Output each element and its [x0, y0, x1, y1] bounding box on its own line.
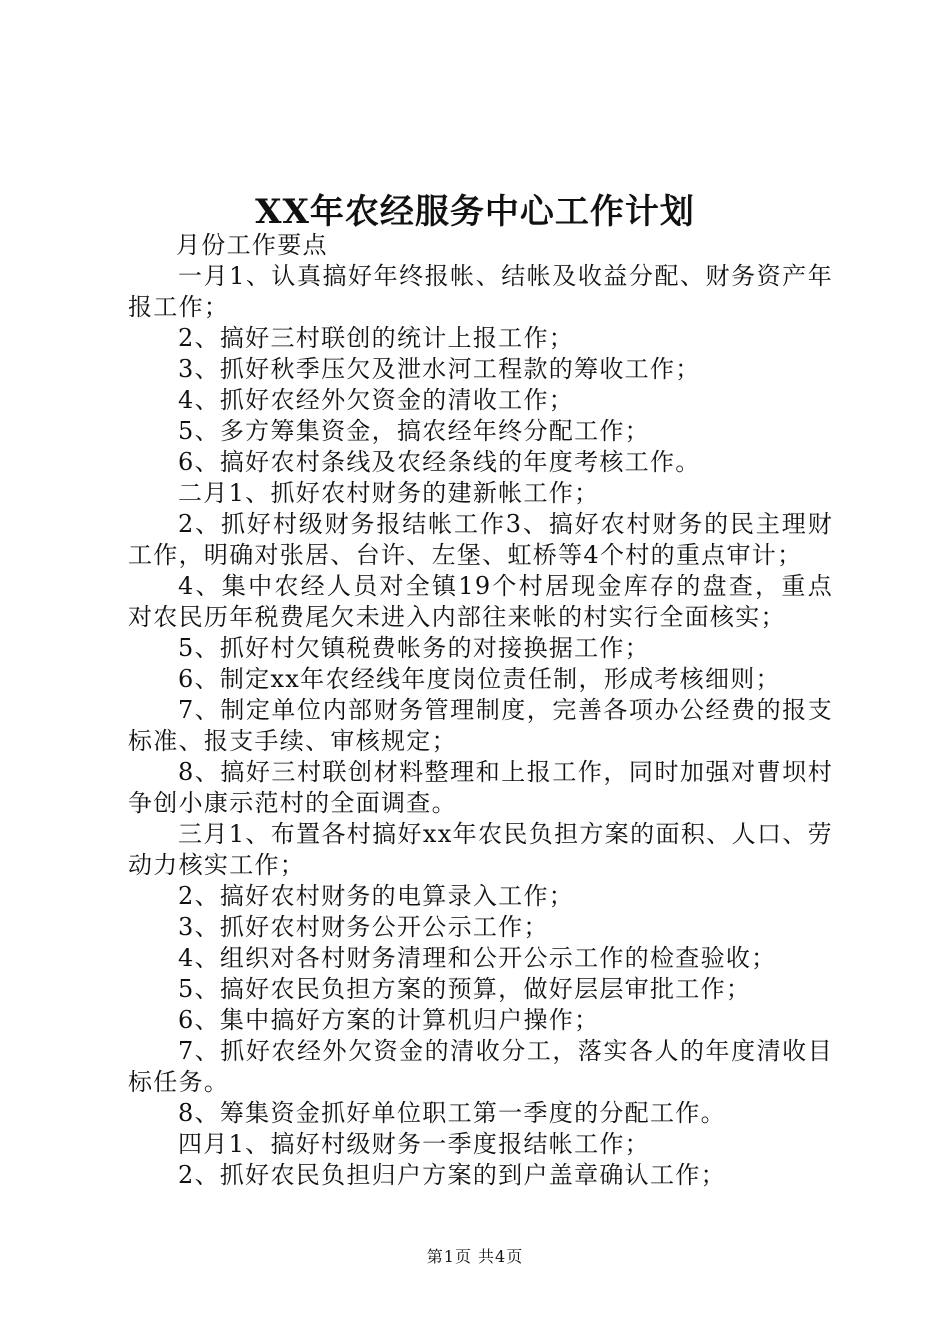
paragraph: 2、搞好农村财务的电算录入工作；: [178, 882, 575, 910]
paragraph: 8、筹集资金抓好单位职工第一季度的分配工作。: [178, 1099, 726, 1127]
paragraph: 2、搞好三村联创的统计上报工作；: [178, 324, 575, 352]
paragraph: 6、制定xx年农经线年度岗位责任制，形成考核细则；: [178, 665, 781, 693]
paragraph: 6、搞好农村条线及农经条线的年度考核工作。: [178, 448, 701, 476]
paragraph: 2、抓好村级财务报结帐工作3、搞好农村财务的民主理财工作，明确对张居、台许、左堡、虹桥等4个村的重点审计；: [128, 510, 833, 569]
paragraph: 8、搞好三村联创材料整理和上报工作，同时加强对曹坝村争创小康示范村的全面调查。: [128, 758, 833, 817]
paragraph: 四月1、搞好村级财务一季度报结帐工作；: [178, 1130, 650, 1158]
paragraph: 5、多方筹集资金，搞农经年终分配工作；: [178, 417, 650, 445]
paragraph: 一月1、认真搞好年终报帐、结帐及收益分配、财务资产年报工作；: [128, 262, 833, 321]
paragraph: 7、抓好农经外欠资金的清收分工，落实各人的年度清收目标任务。: [128, 1037, 833, 1096]
paragraph: 月份工作要点: [176, 231, 328, 259]
paragraph: 4、抓好农经外欠资金的清收工作；: [178, 386, 575, 414]
paragraph: 7、制定单位内部财务管理制度，完善各项办公经费的报支标准、报支手续、审核规定；: [128, 696, 833, 755]
page-number-footer: 第1页 共4页: [426, 1247, 524, 1266]
paragraph: 4、集中农经人员对全镇19个村居现金库存的盘查，重点对农民历年税费尾欠未进入内部往来帐的村实行全面核实；: [128, 572, 833, 631]
paragraph: 3、抓好秋季压欠及泄水河工程款的筹收工作；: [178, 355, 701, 383]
paragraph: 6、集中搞好方案的计算机归户操作；: [178, 1006, 600, 1034]
paragraph: 4、组织对各村财务清理和公开公示工作的检查验收；: [178, 944, 777, 972]
paragraph: 5、搞好农民负担方案的预算，做好层层审批工作；: [178, 975, 752, 1003]
paragraph: 三月1、布置各村搞好xx年农民负担方案的面积、人口、劳动力核实工作；: [128, 820, 833, 879]
paragraph: 3、抓好农村财务公开公示工作；: [178, 913, 549, 941]
paragraph: 二月1、抓好农村财务的建新帐工作；: [178, 479, 600, 507]
document-title: XX年农经服务中心工作计划: [255, 192, 695, 232]
paragraph: 5、抓好村欠镇税费帐务的对接换据工作；: [178, 634, 650, 662]
paragraph: 2、抓好农民负担归户方案的到户盖章确认工作；: [178, 1161, 726, 1189]
document-body: [128, 230, 833, 1191]
